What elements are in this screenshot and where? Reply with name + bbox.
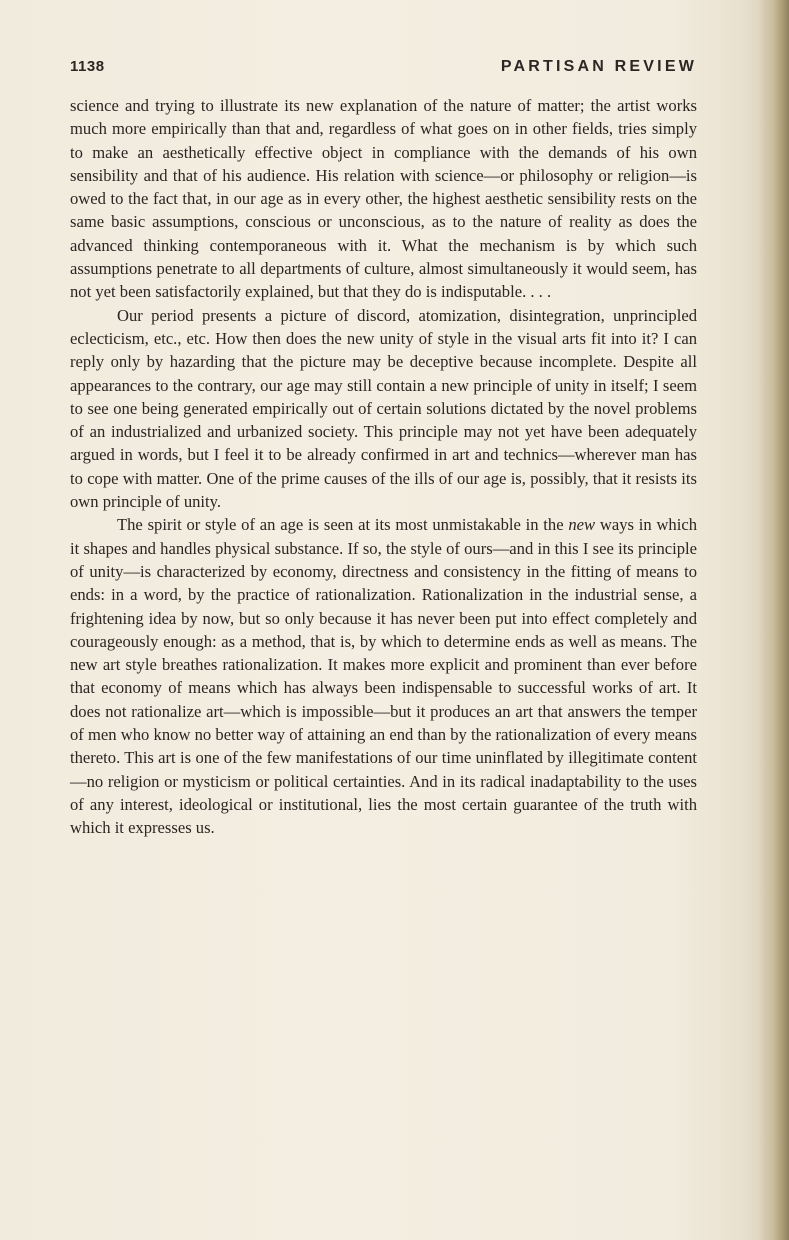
- running-head: [70, 58, 697, 82]
- page-number: 1138: [70, 58, 105, 75]
- paragraph-3-emphasis: new: [568, 515, 596, 535]
- paragraph-1: science and trying to illustrate its new explanation of the nature of matter; the artist works much more empirically than that and, regardless of what goes on in other fields, tries simply to make an aesthetically effective object in compliance with the demands of his own sensibility and that of his audience. His relation with science—or philosophy or religion—is owed to the fact that, in our age as in every other, the highest aesthetic sensibility rests on the same basic assumptions, conscious or unconscious, as to the nature of reality as does the advanced thinking contemporaneous with it. What the mechanism is by which such assumptions penetrate to all departments of culture, almost simultaneously it would seem, has not yet been satisfactorily explained, but that they do is indisputable. . . .: [70, 96, 697, 302]
- page-binding-shadow: [759, 0, 789, 1240]
- article-body: [70, 94, 697, 840]
- journal-title: PARTISAN REVIEW: [500, 58, 697, 75]
- paragraph-2: Our period presents a picture of discord, atomization, disintegration, unprincipled eclecticism, etc., etc. How then does the new unity of style in the visual arts fit into it? I can reply only by hazarding that the picture may be deceptive because incomplete. Despite all appearances to the contrary, our age may still contain a new principle of unity in itself; I seem to see one being generated empirically out of certain solutions dictated by the novel problems of an industrialized and urbanized society. This principle may not yet have been adequately argued in words, but I feel it to be already confirmed in art and technics—wherever man has to cope with matter. One of the prime causes of the ills of our age is, possibly, that it resists its own principle of unity.: [70, 305, 697, 512]
- paragraph-3: [70, 513, 697, 839]
- paragraph-3-rest: ways in which it shapes and handles physical substance. If so, the style of ours—and in this I see its principle of unity—is characterized by economy, directness and consistency in the fitting of means to ends: in a word, by the practice of rationalization. Rationalization in the industrial sense, a frightening idea by now, but so only because it has never been put into effect completely and courageously enough: as a method, that is, by which to determine ends as well as means. The new art style breathes rationalization. It makes more explicit and prominent than ever before that economy of means which has always been indispensable to successful works of art. It does not rationalize art—which is impossible—but it produces an art that answers the temper of men who know no better way of attaining an end than by the rationalization of every means thereto. This art is one of the few manifestations of our time uninflated by illegitimate content—no religion or mysticism or political certainties. And in its radical inadaptability to the uses of any interest, ideological or institutional, lies the most certain guarantee of the truth with which it expresses us.: [70, 515, 698, 838]
- paragraph-3-start: The spirit or style of an age is seen at its most unmistakable in the: [117, 515, 569, 535]
